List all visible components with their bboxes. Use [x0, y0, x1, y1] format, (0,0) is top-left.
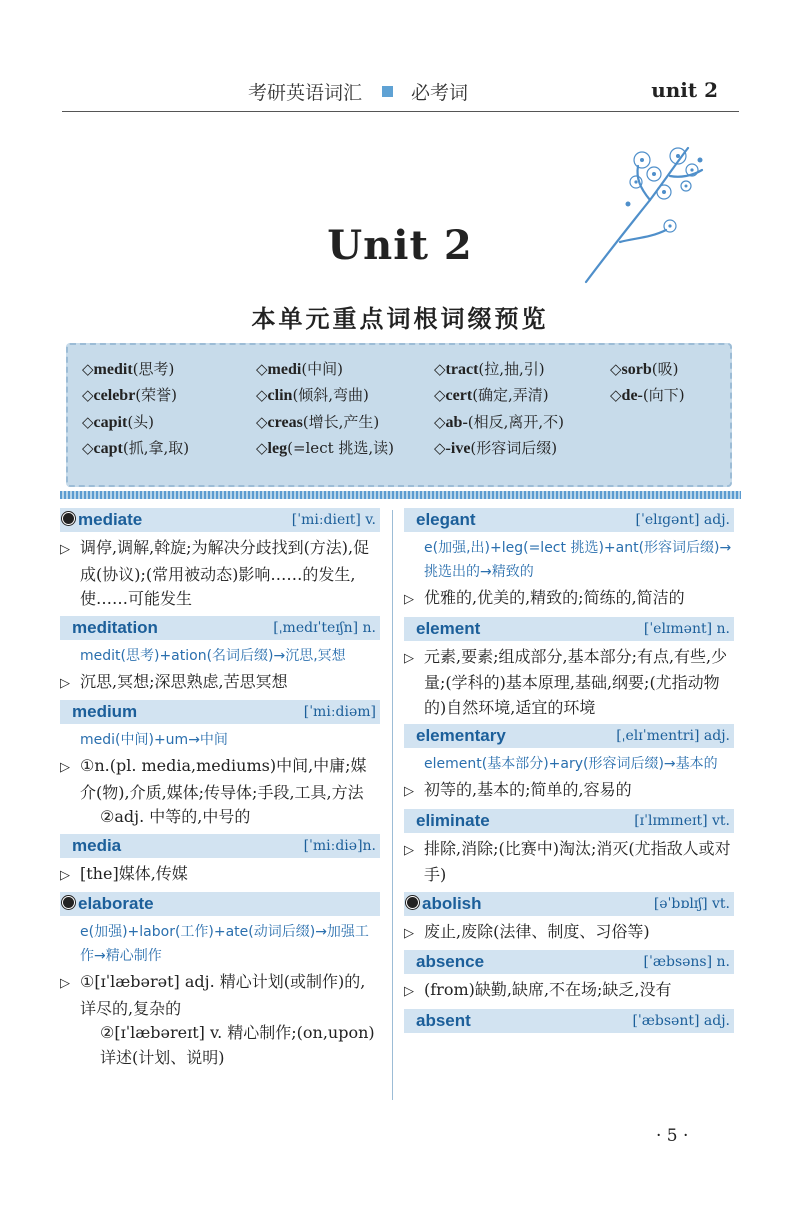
entry-head-elaborate: [60, 892, 380, 916]
entry-head-mediate: [60, 508, 380, 532]
definition: ▷ 元素,要素;组成部分,基本部分;有点,有些,少量;(学科的)基本原理,基础,纲要;(尤指动物的)自然环境,适宜的环境: [404, 646, 728, 717]
preview-item: ◇celebr(荣誉): [82, 386, 178, 405]
unit-tag: unit 2: [651, 78, 718, 102]
diamond-icon: ◇: [256, 359, 268, 378]
etymology: medi(中间)+um→中间: [80, 732, 228, 748]
phonetic: [əˈbɒlɪʃ] vt.: [653, 895, 730, 912]
header-rule: [62, 111, 739, 112]
definition: ▷ ①n.(pl. media,mediums)中间,中庸;媒介(物),介质,媒体;传导体;手段,工具,方法 ②adj. 中等的,中号的: [60, 756, 367, 826]
definition: ▷ 废止,废除(法律、制度、习俗等): [404, 920, 734, 947]
phonetic: [ˈmiːdiəm]: [303, 704, 376, 720]
key-word-bullet-icon: [406, 896, 419, 909]
entry-head-medium: [60, 700, 380, 724]
definition: ▷ 调停,调解,斡旋;为解决分歧找到(方法),促成(协议);(常用被动态)影响……的发生,使……可能发生: [60, 538, 370, 608]
definition: ▷ 初等的,基本的;简单的,容易的: [404, 778, 734, 805]
triangle-marker-icon: ▷: [60, 542, 70, 557]
entry-head-element: [404, 617, 734, 641]
section-title: 本单元重点词根词缀预览: [251, 304, 549, 333]
key-word-bullet-icon: [62, 896, 75, 909]
headword: medium: [72, 702, 138, 721]
etymology: e(加强)+labor(工作)+ate(动词后缀)→加强工作→精心制作: [80, 924, 369, 964]
phonetic: [ˈæbsəns] n.: [643, 954, 730, 970]
diamond-icon: ◇: [610, 359, 622, 378]
entry-head-elegant: [404, 508, 734, 532]
entry-head-elementary: [404, 724, 734, 748]
entry-head-absent: [404, 1009, 734, 1033]
diamond-icon: ◇: [610, 386, 622, 405]
square-bullet-icon: [382, 86, 393, 97]
book-title: 考研英语词汇: [248, 82, 363, 104]
definition: ▷ (from)缺勤,缺席,不在场;缺乏,没有: [404, 978, 734, 1005]
headword: elementary: [416, 726, 506, 745]
preview-item: ◇creas(增长,产生): [256, 412, 380, 431]
definition: ▷ [the]媒体,传媒: [60, 862, 380, 889]
phonetic: [ˈmiːdiə]n.: [303, 837, 376, 854]
left-column: [60, 508, 380, 1074]
definition: ▷ ①[ɪˈlæbərət] adj. 精心计划(或制作)的,详尽的,复杂的 ②[ɪˈlæbəreɪt] v. 精心制作;(on,upon)详述(计划、说明): [60, 972, 375, 1067]
preview-item: ◇de-(向下): [610, 386, 685, 405]
key-word-bullet-icon: [62, 512, 75, 525]
triangle-marker-icon: ▷: [404, 784, 414, 799]
triangle-marker-icon: ▷: [404, 984, 414, 999]
headword: elaborate: [78, 894, 154, 913]
definition: ▷ 排除,消除;(比赛中)淘汰;消灭(尤指敌人或对手): [404, 838, 731, 884]
entry-head-meditation: [60, 616, 380, 640]
headword: meditation: [72, 617, 158, 637]
triangle-marker-icon: ▷: [60, 976, 70, 991]
phonetic: [ˌelɪˈmentri] adj.: [616, 728, 730, 744]
preview-row: [82, 408, 722, 435]
definition: ▷ 沉思,冥想;深思熟虑,苦思冥想: [60, 670, 380, 697]
diamond-icon: ◇: [82, 359, 94, 378]
triangle-marker-icon: ▷: [404, 650, 414, 666]
triangle-marker-icon: ▷: [60, 867, 70, 883]
page-header: [0, 78, 800, 108]
phonetic: [ˈæbsənt] adj.: [632, 1012, 730, 1029]
section-divider-stripe: [60, 491, 741, 499]
etymology: e(加强,出)+leg(=lect 挑选)+ant(形容词后缀)→挑选出的→精致的: [424, 540, 732, 580]
entry-head-eliminate: [404, 809, 734, 833]
column-divider: [392, 510, 393, 1100]
headword: elegant: [416, 510, 476, 529]
triangle-marker-icon: ▷: [60, 760, 70, 775]
diamond-icon: ◇: [434, 412, 446, 431]
diamond-icon: ◇: [256, 412, 268, 431]
entry-head-absence: [404, 950, 734, 974]
preview-item: ◇ab-(相反,离开,不): [434, 412, 565, 431]
diamond-icon: ◇: [256, 439, 268, 458]
right-column: [404, 508, 734, 1037]
headword: element: [416, 618, 481, 638]
preview-row: [82, 355, 722, 382]
diamond-icon: ◇: [256, 386, 268, 405]
preview-item: ◇-ive(形容词后缀): [434, 439, 558, 458]
unit-title: Unit 2: [327, 222, 473, 269]
diamond-icon: ◇: [82, 439, 94, 458]
diamond-icon: ◇: [434, 359, 446, 378]
headword: absence: [416, 952, 485, 971]
preview-item: ◇leg(=lect 挑选,读): [256, 439, 395, 458]
diamond-icon: ◇: [82, 386, 94, 405]
section-label: 必考词: [411, 82, 469, 104]
diamond-icon: ◇: [434, 439, 446, 458]
triangle-marker-icon: ▷: [404, 925, 414, 941]
etymology: medit(思考)+ation(名词后缀)→沉思,冥想: [80, 647, 346, 664]
preview-item: ◇sorb(吸): [610, 359, 679, 378]
preview-item: ◇medit(思考): [82, 359, 175, 378]
headword: media: [72, 835, 122, 855]
headword: abolish: [422, 893, 482, 913]
preview-item: ◇medi(中间): [256, 359, 344, 378]
preview-item: ◇capit(头): [82, 412, 155, 431]
preview-row: [82, 382, 722, 409]
phonetic: [ɪˈlɪmɪneɪt] vt.: [634, 812, 730, 829]
diamond-icon: ◇: [82, 412, 94, 431]
phonetic: [ˈelɪmənt] n.: [643, 620, 730, 637]
diamond-icon: ◇: [434, 386, 446, 405]
root-preview-panel: [66, 343, 732, 487]
triangle-marker-icon: ▷: [404, 592, 414, 607]
triangle-marker-icon: ▷: [60, 675, 70, 691]
phonetic: [ˈelɪgənt] adj.: [635, 512, 730, 528]
headword: mediate: [78, 510, 143, 529]
preview-row: [82, 435, 722, 462]
phonetic: [ˌmedɪˈteɪʃn] n.: [273, 619, 376, 636]
headword: absent: [416, 1010, 471, 1030]
preview-item: ◇clin(倾斜,弯曲): [256, 386, 369, 405]
definition: ▷ 优雅的,优美的,精致的;简练的,简洁的: [404, 586, 734, 613]
preview-item: ◇cert(确定,弄清): [434, 386, 549, 405]
preview-item: ◇tract(拉,抽,引): [434, 359, 545, 378]
headword: eliminate: [416, 810, 490, 830]
header-center: [248, 78, 468, 105]
entry-head-abolish: [404, 892, 734, 916]
preview-item: ◇capt(抓,拿,取): [82, 439, 190, 458]
etymology: element(基本部分)+ary(形容词后缀)→基本的: [424, 756, 718, 772]
page-number: · 5 ·: [656, 1126, 689, 1146]
entry-head-media: [60, 834, 380, 858]
triangle-marker-icon: ▷: [404, 842, 414, 858]
phonetic: [ˈmiːdieɪt] v.: [291, 512, 376, 528]
